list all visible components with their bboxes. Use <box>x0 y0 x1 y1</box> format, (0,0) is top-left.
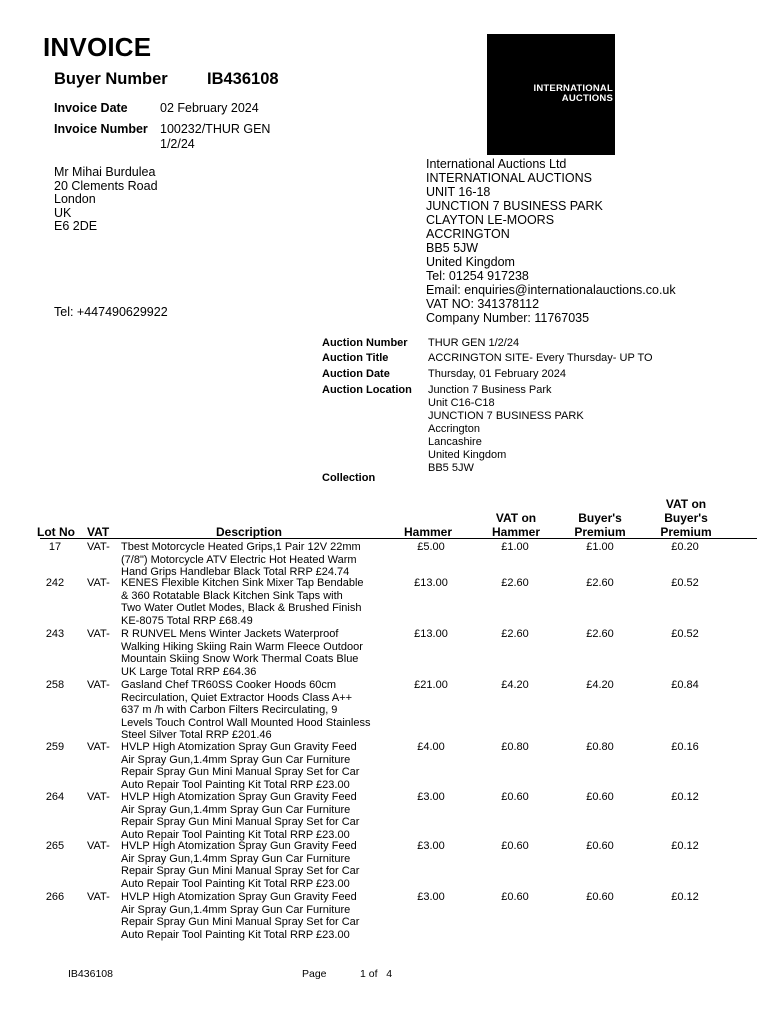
footer-page-count: 1 of 4 <box>360 968 393 980</box>
buyers-premium: £4.20 <box>586 679 614 691</box>
buyers-premium: £2.60 <box>586 577 614 589</box>
footer-page-label: Page <box>302 968 327 980</box>
buyer-address-line: London <box>54 192 96 206</box>
lot-number: 259 <box>45 741 65 753</box>
description-line: Steel Silver Total RRP £201.46 <box>121 729 272 741</box>
col-header-line: Hammer <box>491 525 541 539</box>
company-address-line: International Auctions Ltd <box>426 157 567 171</box>
col-header-hammer: Hammer <box>404 525 453 539</box>
description-line: HVLP High Atomization Spray Gun Gravity Feed <box>121 791 357 803</box>
auction-title-value: ACCRINGTON SITE- Every Thursday- UP TO <box>428 352 653 364</box>
vat-on-buyers-premium: £0.20 <box>671 541 699 553</box>
auction-location-line: BB5 5JW <box>428 462 474 474</box>
company-address <box>426 157 676 325</box>
buyer-address-line: Mr Mihai Burdulea <box>54 165 156 179</box>
col-header-line: Buyer's <box>578 511 622 525</box>
buyers-premium: £0.60 <box>586 891 614 903</box>
description-line: Repair Spray Gun Mini Manual Spray Set for Car <box>121 916 360 928</box>
col-header-description: Description <box>216 525 283 539</box>
footer-buyer-ref: IB436108 <box>68 968 113 980</box>
lot-description <box>121 628 393 678</box>
vat-code: VAT- <box>87 679 110 691</box>
buyers-premium: £2.60 <box>586 628 614 640</box>
hammer-price: £4.00 <box>417 741 445 753</box>
col-header-line: Buyer's <box>664 511 708 525</box>
hammer-price: £3.00 <box>417 840 445 852</box>
table-header-divider <box>40 538 757 539</box>
company-address-line: INTERNATIONAL AUCTIONS <box>426 171 592 185</box>
col-header-buyers-premium <box>566 511 634 539</box>
buyers-premium: £1.00 <box>586 541 614 553</box>
buyer-number-label: Buyer Number <box>54 70 168 88</box>
company-address-line: BB5 5JW <box>426 241 479 255</box>
buyers-premium: £0.60 <box>586 840 614 852</box>
vat-on-buyers-premium: £0.12 <box>671 840 699 852</box>
description-line: Walking Hiking Skiing Rain Warm Fleece Outdoor <box>121 640 363 653</box>
col-header-vat-on-hammer <box>482 511 550 539</box>
lot-description <box>121 679 393 742</box>
logo-line: AUCTIONS <box>561 93 613 104</box>
auction-location-line: Accrington <box>428 423 480 435</box>
invoice-number-label: Invoice Number <box>54 122 148 136</box>
invoice-date-label: Invoice Date <box>54 101 128 115</box>
lot-number: 266 <box>45 891 65 903</box>
lot-description <box>121 541 393 579</box>
company-address-line: Company Number: 11767035 <box>426 311 590 325</box>
col-header-line: VAT on <box>665 497 707 511</box>
auction-location-label: Auction Location <box>322 384 412 396</box>
lot-description <box>121 791 393 841</box>
lot-number: 265 <box>45 840 65 852</box>
description-line: Air Spray Gun,1.4mm Spray Gun Car Furniture <box>121 852 351 865</box>
vat-on-buyers-premium: £0.84 <box>671 679 699 691</box>
description-line: UK Large Total RRP £64.36 <box>121 665 257 678</box>
description-line: Repair Spray Gun Mini Manual Spray Set for Car <box>121 816 360 828</box>
col-header-vat: VAT <box>87 525 110 539</box>
vat-code: VAT- <box>87 577 110 589</box>
description-line: 637 m /h with Carbon Filters Recirculating, 9 <box>121 704 338 716</box>
lot-number: 17 <box>48 541 62 553</box>
description-line: & 360 Rotatable Black Kitchen Sink Taps with <box>121 589 343 602</box>
buyers-premium: £0.80 <box>586 741 614 753</box>
hammer-price: £13.00 <box>414 577 448 589</box>
invoice-title: INVOICE <box>43 32 152 62</box>
logo-line: INTERNATIONAL <box>533 83 613 94</box>
auction-date-label: Auction Date <box>322 368 390 380</box>
vat-on-buyers-premium: £0.12 <box>671 891 699 903</box>
vat-on-buyers-premium: £0.16 <box>671 741 699 753</box>
description-line: Mountain Skiing Snow Work Thermal Coats Blue <box>121 653 359 665</box>
auction-number-label: Auction Number <box>322 337 408 349</box>
description-line: KE-8075 Total RRP £68.49 <box>121 614 253 627</box>
auction-location-line: Lancashire <box>428 436 482 448</box>
company-address-line: Tel: 01254 917238 <box>426 269 529 283</box>
vat-code: VAT- <box>87 791 110 803</box>
invoice-date-value: 02 February 2024 <box>160 101 259 115</box>
vat-on-hammer: £0.60 <box>501 891 529 903</box>
vat-code: VAT- <box>87 741 110 753</box>
auction-title-label: Auction Title <box>322 352 389 364</box>
hammer-price: £21.00 <box>414 679 448 691</box>
company-address-line: ACCRINGTON <box>426 227 510 241</box>
vat-code: VAT- <box>87 541 110 553</box>
vat-on-buyers-premium: £0.52 <box>671 628 699 640</box>
company-address-line: CLAYTON LE-MOORS <box>426 213 555 227</box>
vat-on-buyers-premium: £0.12 <box>671 791 699 803</box>
col-header-vat-on-buyers-premium <box>651 497 721 539</box>
company-address-line: UNIT 16-18 <box>426 185 491 199</box>
lot-description <box>121 577 393 627</box>
description-line: Hand Grips Handlebar Black Total RRP £24.74 <box>121 566 350 578</box>
auction-location-line: United Kingdom <box>428 449 507 461</box>
description-line: R RUNVEL Mens Winter Jackets Waterproof <box>121 628 339 640</box>
company-email-link[interactable]: Email: enquiries@internationalauctions.co.uk <box>426 283 676 297</box>
description-line: HVLP High Atomization Spray Gun Gravity Feed <box>121 840 357 852</box>
vat-on-buyers-premium: £0.52 <box>671 577 699 589</box>
invoice-number-value <box>160 122 270 151</box>
vat-on-hammer: £4.20 <box>501 679 529 691</box>
col-header-line: VAT on <box>495 511 537 525</box>
description-line: Recirculation, Quiet Extractor Hoods Class A++ <box>121 691 353 704</box>
lot-description <box>121 741 393 791</box>
company-address-line: United Kingdom <box>426 255 515 269</box>
description-line: Tbest Motorcycle Heated Grips,1 Pair 12V 22mm <box>121 541 361 553</box>
lot-description <box>121 891 393 941</box>
description-line: HVLP High Atomization Spray Gun Gravity Feed <box>121 891 357 903</box>
collection-label: Collection <box>322 472 376 484</box>
description-line: Auto Repair Tool Painting Kit Total RRP £23.00 <box>121 928 350 941</box>
col-header-line: Premium <box>574 525 626 539</box>
vat-on-hammer: £2.60 <box>501 628 529 640</box>
hammer-price: £5.00 <box>417 541 445 553</box>
description-line: Repair Spray Gun Mini Manual Spray Set for Car <box>121 766 360 778</box>
description-line: Auto Repair Tool Painting Kit Total RRP £23.00 <box>121 877 350 890</box>
col-header-lot-no: Lot No <box>37 525 75 539</box>
lot-number: 258 <box>45 679 65 691</box>
buyer-tel: Tel: +447490629922 <box>54 305 168 319</box>
lot-number: 243 <box>45 628 65 640</box>
company-address-line: VAT NO: 341378112 <box>426 297 540 311</box>
logo-text <box>487 84 613 104</box>
auction-location-line: JUNCTION 7 BUSINESS PARK <box>428 410 584 422</box>
vat-on-hammer: £0.60 <box>501 840 529 852</box>
vat-on-hammer: £0.80 <box>501 741 529 753</box>
buyer-address-line: E6 2DE <box>54 219 98 233</box>
auction-location-value <box>428 384 584 475</box>
vat-code: VAT- <box>87 891 110 903</box>
hammer-price: £13.00 <box>414 628 448 640</box>
buyer-address-line: 20 Clements Road <box>54 178 158 193</box>
company-logo <box>487 34 615 155</box>
lot-description <box>121 840 393 890</box>
auction-location-line: Junction 7 Business Park <box>428 384 552 396</box>
lot-number: 242 <box>45 577 65 589</box>
description-line: Air Spray Gun,1.4mm Spray Gun Car Furniture <box>121 753 351 766</box>
invoice-number-line: 1/2/24 <box>160 136 195 151</box>
description-line: Two Water Outlet Modes, Black & Brushed Finish <box>121 602 362 614</box>
description-line: KENES Flexible Kitchen Sink Mixer Tap Bendable <box>121 577 364 589</box>
description-line: Air Spray Gun,1.4mm Spray Gun Car Furniture <box>121 903 351 916</box>
vat-on-hammer: £1.00 <box>501 541 529 553</box>
invoice-number-line: 100232/THUR GEN <box>160 122 271 136</box>
vat-code: VAT- <box>87 840 110 852</box>
description-line: Air Spray Gun,1.4mm Spray Gun Car Furniture <box>121 803 351 816</box>
description-line: Gasland Chef TR60SS Cooker Hoods 60cm <box>121 679 337 691</box>
description-line: Levels Touch Control Wall Mounted Hood Stainless <box>121 716 371 729</box>
auction-number-value: THUR GEN 1/2/24 <box>428 337 520 349</box>
buyer-address <box>54 166 158 234</box>
description-line: Auto Repair Tool Painting Kit Total RRP £23.00 <box>121 828 350 841</box>
description-line: HVLP High Atomization Spray Gun Gravity Feed <box>121 741 357 753</box>
vat-on-hammer: £0.60 <box>501 791 529 803</box>
buyer-number-value: IB436108 <box>207 70 279 88</box>
hammer-price: £3.00 <box>417 891 445 903</box>
buyers-premium: £0.60 <box>586 791 614 803</box>
company-address-line: JUNCTION 7 BUSINESS PARK <box>426 199 603 213</box>
vat-on-hammer: £2.60 <box>501 577 529 589</box>
auction-location-line: Unit C16-C18 <box>428 397 495 409</box>
vat-code: VAT- <box>87 628 110 640</box>
col-header-line: Premium <box>660 525 712 539</box>
description-line: Repair Spray Gun Mini Manual Spray Set for Car <box>121 865 360 877</box>
description-line: (7/8") Motorcycle ATV Electric Hot Heated Warm <box>121 553 357 566</box>
buyer-address-line: UK <box>54 205 72 220</box>
description-line: Auto Repair Tool Painting Kit Total RRP £23.00 <box>121 778 350 791</box>
hammer-price: £3.00 <box>417 791 445 803</box>
auction-date-value: Thursday, 01 February 2024 <box>428 368 566 380</box>
lot-number: 264 <box>45 791 65 803</box>
